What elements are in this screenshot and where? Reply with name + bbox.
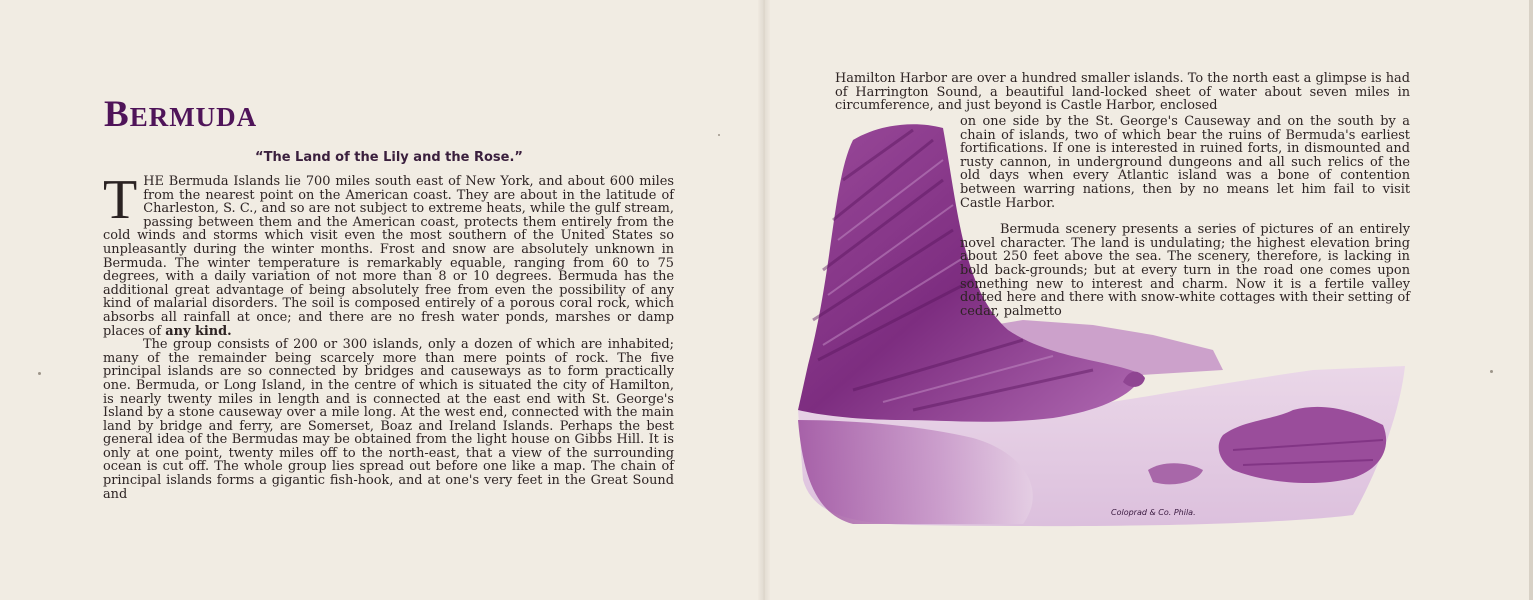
- right-top-text: [835, 72, 1410, 113]
- photo-signature: Coloprad & Co. Phila.: [1111, 508, 1196, 517]
- right-paragraph-top: Hamilton Harbor are over a hundred smaller islands. To the north east a glimpse is had of Harrington Sound, a beautiful land-locked sheet of water about seven miles in circumference, and just beyond is Castle Harbor, enclosed: [835, 71, 1410, 114]
- paragraph-1: [103, 169, 674, 339]
- right-paragraph-wrap: on one side by the St. George's Causeway and on the south by a chain of islands, two of which bear the ruins of Bermuda's earliest fortifications. If one is interested in ruined forts, in dismounted and rusty cannon, in underground dungeons and all such relics of the old days when every Atlantic island was a bone of contention between warring nations, then by no means let him fail to visit Castle Harbor.: [960, 114, 1410, 211]
- paper-speck: [38, 372, 41, 375]
- paragraph-1-tail: any kind.: [165, 323, 232, 339]
- drop-cap: T: [103, 169, 138, 231]
- page-subtitle: “The Land of the Lily and the Rose.”: [255, 150, 523, 165]
- book-gutter: [758, 0, 770, 600]
- title-rest: ERMUDA: [129, 102, 258, 132]
- page-title: [104, 96, 257, 133]
- right-paragraph-2: Bermuda scenery presents a series of pictures of an entirely novel character. The land is undulating; the highest elevation bring about 250 feet above the sea. The scenery, therefore, is lacking in bold back-grounds; but at every turn in the road one comes upon something new to interest and charm. Now it is a fertile valley dotted here and there with snow-white cottages with their setting of cedar, palmetto: [960, 222, 1410, 319]
- paper-speck: [718, 134, 720, 136]
- left-page: [0, 0, 764, 600]
- right-wrap-text: [960, 115, 1410, 318]
- page-edge: [1529, 0, 1533, 600]
- title-initial: B: [104, 94, 130, 135]
- paper-speck: [1490, 370, 1493, 373]
- left-body-text: [103, 169, 674, 502]
- paragraph-1-text: HE Bermuda Islands lie 700 miles south east of New York, and about 600 miles from the nearest point on the American coast. They are about in the latitude of Charleston, S. C., and so are not subject to extreme heats, while the gulf stream, passing between them and the American coast, protects them entirely from the cold winds and storms which visit even the most southern of the United States so unpleasantly during the winter months. Frost and snow are absolutely unknown in Bermuda. The winter temperature is remarkably equable, ranging from 60 to 75 degrees, with a daily variation of not more than 8 or 10 degrees. Bermuda has the additional great advantage of being absolutely free from even the possibility of any kind of malarial disorders. The soil is composed entirely of a porous coral rock, which absorbs all rainfall at once; and there are no fresh water ponds, marshes or damp places of: [103, 174, 674, 339]
- paragraph-2: The group consists of 200 or 300 islands, only a dozen of which are inhabited; many of the remainder being scarcely more than mere points of rock. The five principal islands are so connected by bridges and causeways as to form practically one. Bermuda, or Long Island, in the centre of which is situated the city of Hamilton, is nearly twenty miles in length and is connected at the east end with St. George's Island by a stone causeway over a mile long. At the west end, connected with the main land by bridge and ferry, are Somerset, Boaz and Ireland Islands. Perhaps the best general idea of the Bermudas may be obtained from the light house on Gibbs Hill. It is only at one point, twenty miles off to the north-east, that a view of the surrounding ocean is cut off. The whole group lies spread out before one like a map. The chain of principal islands forms a gigantic fish-hook, and at one's very feet in the Great Sound and: [103, 337, 674, 502]
